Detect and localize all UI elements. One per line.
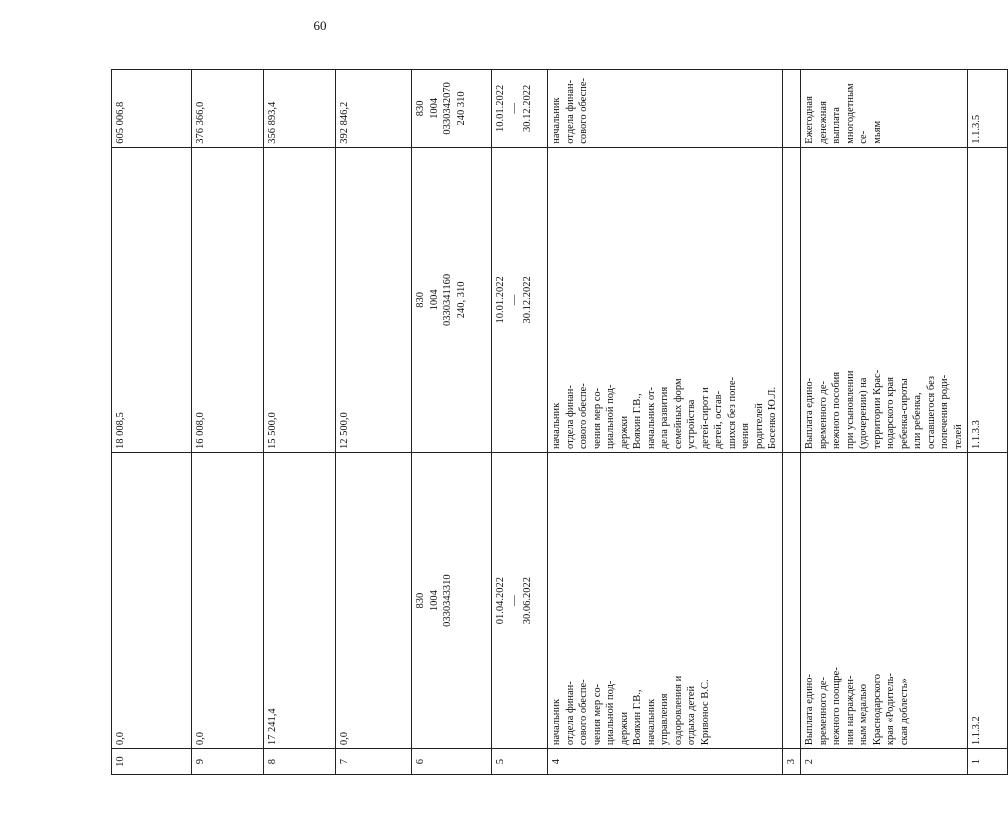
cell-c9-1.1.3.5: 376 366,0 bbox=[192, 70, 264, 148]
cell-c9-1.1.3.2: 0,0 bbox=[192, 453, 264, 749]
period-cell bbox=[492, 147, 548, 452]
cell-c10-1.1.3.5: 605 006,8 bbox=[112, 70, 192, 148]
table-row-col-1 bbox=[968, 70, 1008, 775]
cell-id-1.1.3.5: 1.1.3.5 bbox=[968, 70, 1008, 148]
table-row-col-2 bbox=[801, 70, 968, 775]
date-from-text: 01.04.2022 bbox=[495, 576, 506, 625]
cell-col3-1.1.3.2 bbox=[782, 453, 801, 749]
table-row-col-8 bbox=[264, 70, 336, 775]
cell-responsible-1.1.3.5: начальник отдела финан- сового обеспе- bbox=[548, 70, 783, 148]
column-header-7: 7 bbox=[336, 749, 412, 775]
cell-responsible-1.1.3.2: начальник отдела финан- сового обеспе- чения мер со- циальной под- держки Воякин Г.В., начальник управления оздоровления и отдыха детей Кривонос В.С. bbox=[548, 453, 783, 749]
date-to-text: 30.06.2022 bbox=[522, 576, 533, 625]
dash-text: — bbox=[508, 294, 520, 306]
cell-name-1.1.3.2: Выплата едино- временного де- нежного поощре- ния награжден- ным медалью Краснодарского края «Родитель- ская доблесть» bbox=[801, 453, 968, 749]
table-row-col-4 bbox=[548, 70, 783, 775]
table-row-col-5 bbox=[492, 70, 548, 775]
activities-table bbox=[111, 69, 1008, 775]
period-cell bbox=[492, 453, 548, 749]
cell-c8-1.1.3.2: 17 241,4 bbox=[264, 453, 336, 749]
column-header-2: 2 bbox=[801, 749, 968, 775]
column-header-5: 5 bbox=[492, 749, 548, 775]
cell-responsible-1.1.3.3: начальник отдела финан- сового обеспе- чения мер со- циальной под- держки Воякин Г.В., начальник от- дела развития семейных форм устройства детей-сирот и детей, остав- шихся без попе- чения родителей Босенко Ю.Л. bbox=[548, 147, 783, 452]
column-header-3: 3 bbox=[782, 749, 801, 775]
dash-text: — bbox=[508, 595, 520, 606]
column-header-1: 1 bbox=[968, 749, 1008, 775]
cell-col3-1.1.3.3 bbox=[782, 147, 801, 452]
table-row-col-6 bbox=[412, 70, 492, 775]
column-header-8: 8 bbox=[264, 749, 336, 775]
column-header-10: 10 bbox=[112, 749, 192, 775]
rotated-table-area bbox=[111, 51, 982, 775]
cell-col3-1.1.3.5 bbox=[782, 70, 801, 148]
cell-c10-1.1.3.2: 0,0 bbox=[112, 453, 192, 749]
cell-c9-1.1.3.3: 16 008,0 bbox=[192, 147, 264, 452]
cell-c8-1.1.3.5: 356 893,4 bbox=[264, 70, 336, 148]
table-row-col-10 bbox=[112, 70, 192, 775]
page-number: 60 bbox=[313, 18, 327, 33]
table-row-col-9 bbox=[192, 70, 264, 775]
table-row-col-7 bbox=[336, 70, 412, 775]
date-to-text: 30.12.2022 bbox=[522, 84, 533, 132]
cell-c7-1.1.3.5: 392 846,2 bbox=[336, 70, 412, 148]
cell-name-1.1.3.3: Выплата едино- временного де- нежного пособия при усыновлении (удочерении) на территории Крас- нодарского края ребенка-сироты или ребенка, оставшегося без попечения роди- телей bbox=[801, 147, 968, 452]
cell-id-1.1.3.2: 1.1.3.2 bbox=[968, 453, 1008, 749]
dash-text: — bbox=[508, 103, 520, 114]
date-to-text: 30.12.2022 bbox=[522, 276, 533, 324]
cell-code-1.1.3.5: 830 1004 0330342070 240 310 bbox=[412, 70, 492, 148]
cell-c10-1.1.3.3: 18 008,5 bbox=[112, 147, 192, 452]
cell-c8-1.1.3.3: 15 500,0 bbox=[264, 147, 336, 452]
column-header-9: 9 bbox=[192, 749, 264, 775]
cell-c7-1.1.3.2: 0,0 bbox=[336, 453, 412, 749]
table-row-col-3 bbox=[782, 70, 801, 775]
column-header-6: 6 bbox=[412, 749, 492, 775]
rotated-table-container bbox=[111, 51, 982, 775]
date-from-text: 10.01.2022 bbox=[495, 276, 506, 324]
date-from-text: 10.01.2022 bbox=[495, 84, 506, 132]
cell-code-1.1.3.2: 830 1004 0330343310 bbox=[412, 453, 492, 749]
cell-code-1.1.3.3: 830 1004 0330341160 240, 310 bbox=[412, 147, 492, 452]
cell-c7-1.1.3.3: 12 500,0 bbox=[336, 147, 412, 452]
cell-name-1.1.3.5: Ежегодная денежная выплата многодетным се- мьям bbox=[801, 70, 968, 148]
cell-id-1.1.3.3: 1.1.3.3 bbox=[968, 147, 1008, 452]
column-header-4: 4 bbox=[548, 749, 783, 775]
period-cell bbox=[492, 70, 548, 148]
